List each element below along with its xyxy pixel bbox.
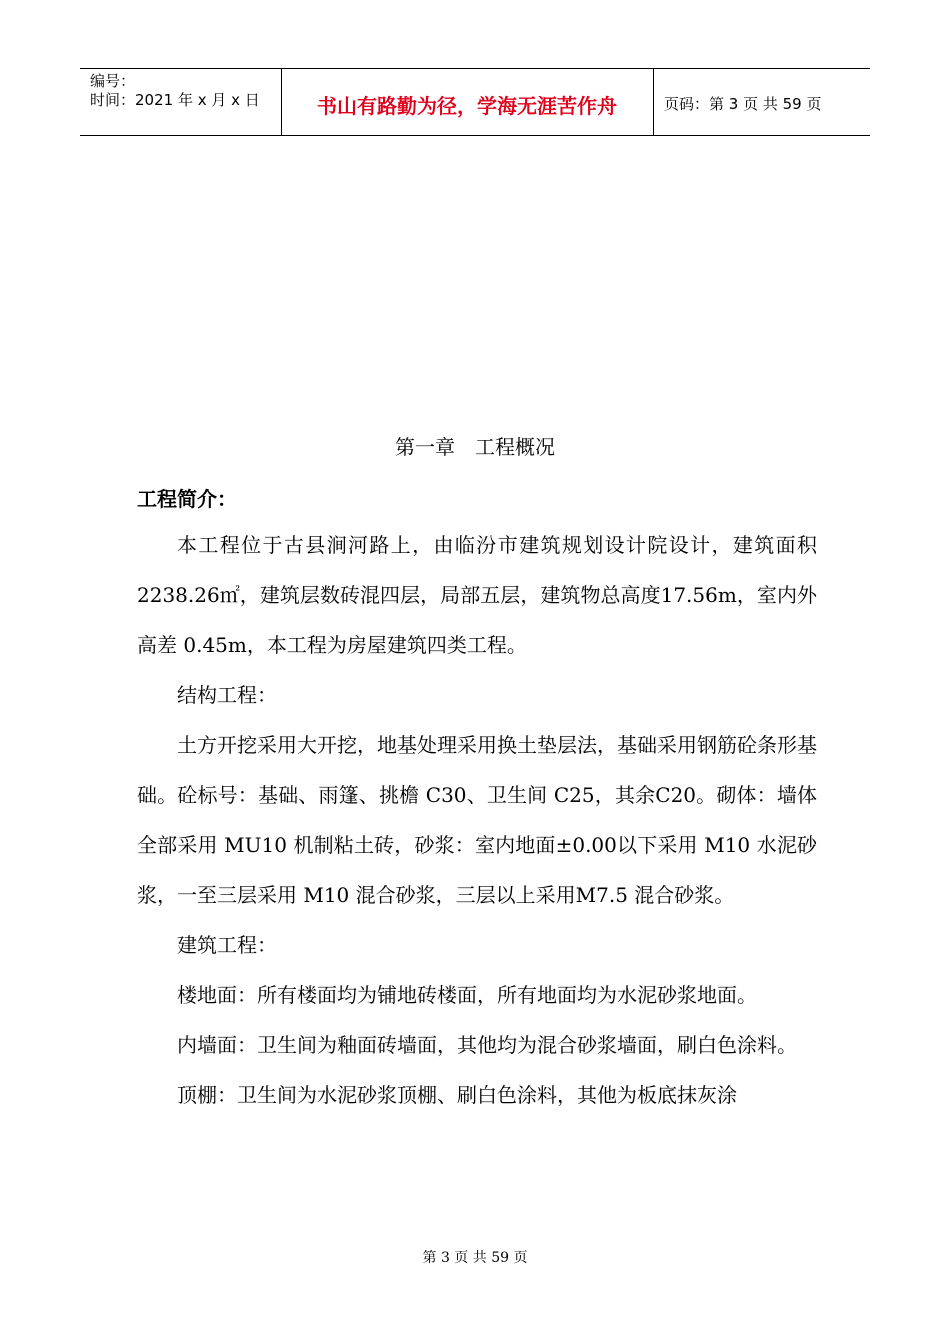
paragraph-floors: 楼地面：所有楼面均为铺地砖楼面，所有地面均为水泥砂浆地面。	[177, 983, 757, 1007]
paragraph-structure: 土方开挖采用大开挖，地基处理采用换土垫层法，基础采用钢筋砼条形基础。砼标号：基础、雨篷、挑檐 C30、卫生间 C25，其余C20。砌体：墙体全部采用 MU10 机制粘土砖，砂浆：室内地面±0.00以下采用 M10 水泥砂浆，一至三层采用 M10 混合砂浆，三层以上采用M7.5 混合砂浆。	[137, 733, 817, 907]
section-title: 工程简介：	[137, 487, 237, 511]
document-body	[137, 520, 817, 1120]
paragraph-ceiling: 顶棚：卫生间为水泥砂浆顶棚、刷白色涂料，其他为板底抹灰涂	[177, 1083, 737, 1107]
header-page-info: 页码：第 3 页 共 59 页	[664, 95, 822, 113]
paragraph-interior-walls: 内墙面：卫生间为釉面砖墙面，其他均为混合砂浆墙面，刷白色涂料。	[177, 1033, 797, 1057]
header-bottom-rule	[80, 135, 870, 136]
header-time: 时间：2021 年 x 月 x 日	[90, 91, 260, 109]
paragraph-architecture-heading: 建筑工程：	[177, 933, 277, 957]
paragraph-overview: 本工程位于古县涧河路上，由临汾市建筑规划设计院设计，建筑面积 2238.26㎡，建筑层数砖混四层，局部五层，建筑物总高度17.56m，室内外高差 0.45m，本工程为房屋建筑四类工程。	[137, 533, 817, 657]
header-meta	[90, 72, 260, 110]
header-top-rule	[80, 68, 870, 69]
header-number: 编号：	[90, 72, 136, 90]
page-footer: 第 3 页 共 59 页	[422, 1250, 528, 1266]
header-divider-right	[653, 68, 654, 135]
header-motto: 书山有路勤为径，学海无涯苦作舟	[317, 94, 617, 118]
chapter-title: 第一章 工程概况	[395, 435, 555, 459]
paragraph-structure-heading: 结构工程：	[177, 683, 277, 707]
